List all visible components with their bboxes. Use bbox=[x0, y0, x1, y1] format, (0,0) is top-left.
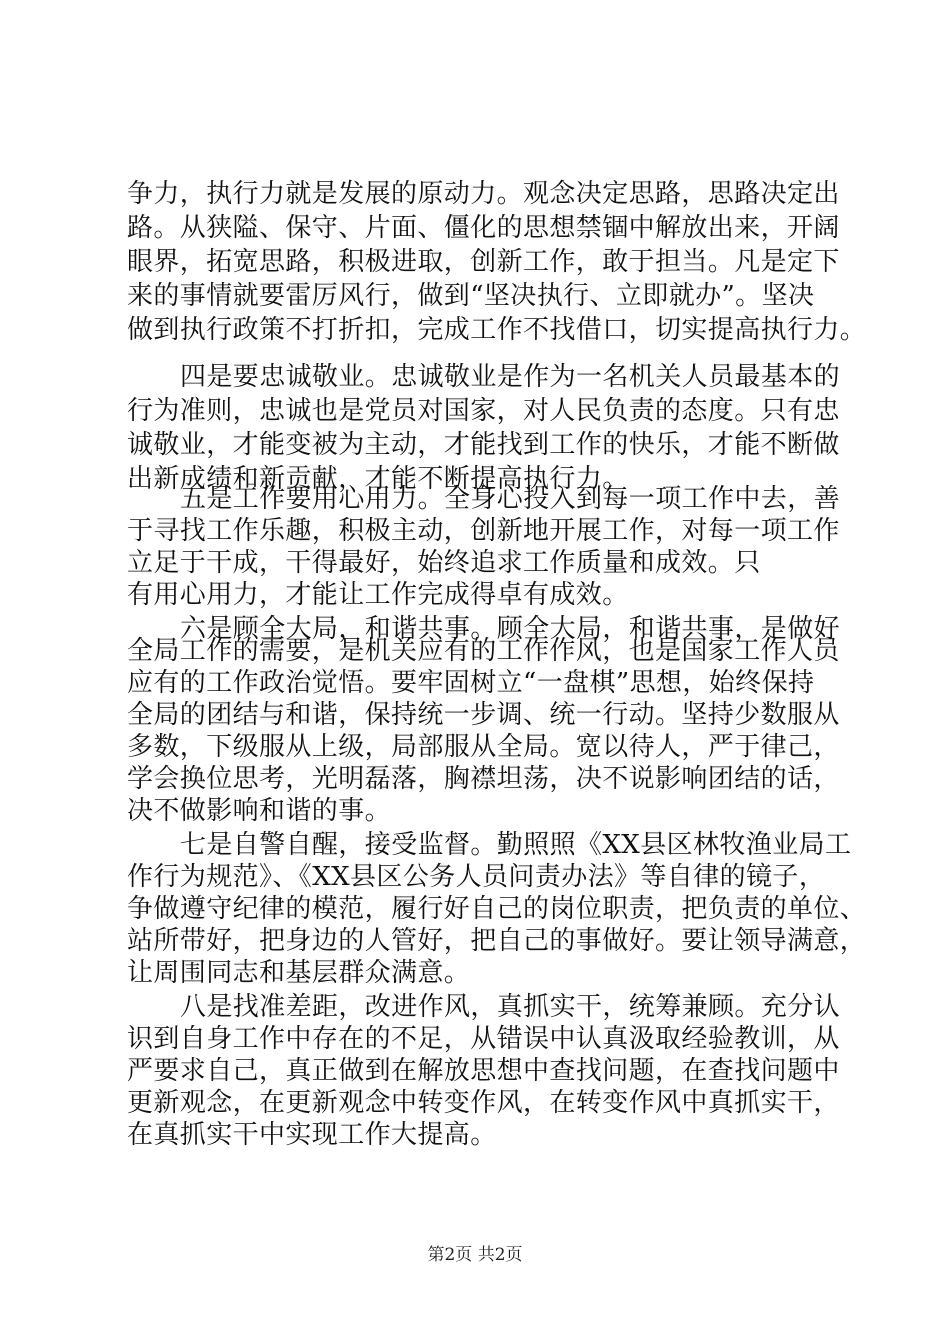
paragraph-line: 诚敬业，才能变被为主动，才能找到工作的快乐，才能不断做 bbox=[127, 430, 840, 460]
paragraph-line: 有用心用力，才能让工作完成得卓有成效。 bbox=[127, 580, 629, 610]
paragraph-line: 争做遵守纪律的模范，履行好自己的岗位职责，把负责的单位、 bbox=[127, 894, 867, 924]
paragraph-line: 眼界，拓宽思路，积极进取，创新工作，敢于担当。凡是定下 bbox=[127, 247, 840, 277]
paragraph-line: 争力，执行力就是发展的原动力。观念决定思路，思路决定出 bbox=[127, 179, 840, 209]
paragraph-line: 更新观念，在更新观念中转变作风，在转变作风中真抓实干， bbox=[127, 1088, 840, 1118]
paragraph-line: 识到自身工作中存在的不足，从错误中认真汲取经验教训，从 bbox=[127, 1024, 840, 1054]
paragraph-line: 出新成绩和新贡献，才能不断提高执行力。 bbox=[127, 464, 629, 494]
paragraph-line: 站所带好，把身边的人管好，把自己的事做好。要让领导满意， bbox=[127, 926, 867, 956]
paragraph-line: 在真抓实干中实现工作大提高。 bbox=[127, 1120, 497, 1150]
paragraph-line: 决不做影响和谐的事。 bbox=[127, 796, 392, 826]
paragraph-line: 全局的团结与和谐，保持统一步调、统一行动。坚持少数服从 bbox=[127, 700, 840, 730]
paragraph-line: 让周围同志和基层群众满意。 bbox=[127, 958, 471, 988]
paragraph-line: 路。从狭隘、保守、片面、僵化的思想禁锢中解放出来，开阔 bbox=[127, 213, 840, 243]
paragraph-line: 作行为规范》、《XX县区公务人员问责办法》等自律的镜子， bbox=[127, 862, 826, 892]
paragraph-line: 应有的工作政治觉悟。要牢固树立“一盘棋”思想，始终保持 bbox=[127, 668, 815, 698]
paragraph-line: 四是要忠诚敬业。忠诚敬业是作为一名机关人员最基本的 bbox=[180, 362, 841, 392]
paragraph-line: 于寻找工作乐趣，积极主动，创新地开展工作，对每一项工作 bbox=[127, 516, 840, 546]
paragraph-line: 立足于干成，干得最好，始终追求工作质量和成效。只 bbox=[127, 548, 761, 578]
paragraph-line: 八是找准差距，改进作风，真抓实干，统筹兼顾。充分认 bbox=[180, 992, 841, 1022]
paragraph-line: 学会换位思考，光明磊落，胸襟坦荡，决不说影响团结的话， bbox=[127, 764, 840, 794]
paragraph-line: 多数，下级服从上级，局部服从全局。宽以待人，严于律己， bbox=[127, 732, 840, 762]
paragraph-line: 六是顾全大局，和谐共事。顾全大局，和谐共事，是做好 bbox=[180, 614, 841, 644]
paragraph-line: 做到执行政策不打折扣，完成工作不找借口，切实提高执行力。 bbox=[127, 315, 867, 345]
paragraph-line: 五是工作要用心用力。全身心投入到每一项工作中去，善 bbox=[180, 484, 841, 514]
page-number-footer: 第2页 共2页 bbox=[427, 1245, 523, 1265]
paragraph-line: 严要求自己，真正做到在解放思想中查找问题，在查找问题中 bbox=[127, 1056, 840, 1086]
paragraph-line: 来的事情就要雷厉风行，做到“坚决执行、立即就办”。坚决 bbox=[127, 281, 815, 311]
paragraph-line: 七是自警自醒，接受监督。勤照照《XX县区林牧渔业局工 bbox=[180, 830, 852, 860]
paragraph-line: 全局工作的需要，是机关应有的工作作风，也是国家工作人员 bbox=[127, 636, 840, 666]
paragraph-line: 行为准则，忠诚也是党员对国家，对人民负责的态度。只有忠 bbox=[127, 396, 840, 426]
